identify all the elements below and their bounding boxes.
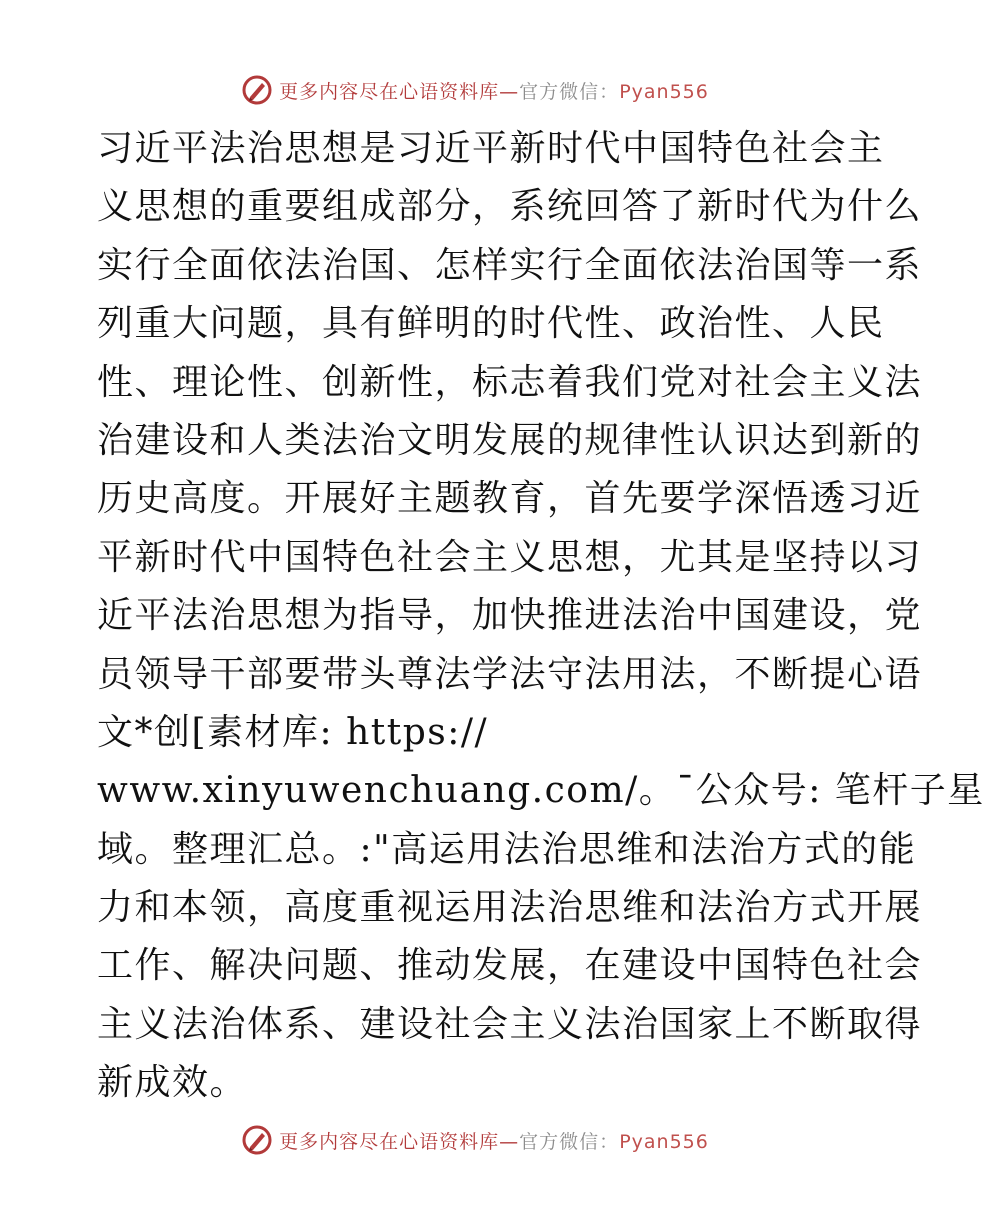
pen-logo-icon: [241, 1124, 273, 1156]
header-site-text: 更多内容尽在心语资料库—: [279, 80, 520, 103]
document-body: [97, 120, 985, 1113]
body-line: 性、理论性、创新性，标志着我们党对社会主义法: [97, 361, 923, 403]
header-wechat-id: Pyan556: [619, 80, 709, 103]
body-line: 治建设和人类法治文明发展的规律性认识达到新的: [97, 419, 923, 461]
body-line: 历史高度。开展好主题教育，首先要学深悟透习近: [97, 478, 923, 520]
header-banner: [0, 70, 950, 110]
header-text: [279, 77, 709, 104]
footer-text: [279, 1127, 709, 1154]
body-line: 新成效。: [97, 1062, 248, 1104]
header-wechat-label: 官方微信：: [519, 80, 620, 103]
body-line: 近平法治思想为指导，加快推进法治中国建设，党: [97, 595, 923, 637]
body-line: 工作、解决问题、推动发展，在建设中国特色社会: [97, 945, 923, 987]
body-line: 列重大问题，具有鲜明的时代性、政治性、人民: [97, 303, 885, 345]
body-line: 力和本领，高度重视运用法治思维和法治方式开展: [97, 887, 923, 929]
body-line: 义思想的重要组成部分，系统回答了新时代为什么: [97, 186, 923, 228]
body-line: 主义法治体系、建设社会主义法治国家上不断取得: [97, 1003, 923, 1045]
body-line: 文*创[素材库: https://: [97, 711, 489, 753]
footer-wechat-id: Pyan556: [619, 1130, 709, 1153]
footer-wechat-label: 官方微信：: [519, 1130, 620, 1153]
body-line: 域。整理汇总。:"高运用法治思维和法治方式的能: [97, 828, 917, 870]
footer-site-text: 更多内容尽在心语资料库—: [279, 1130, 520, 1153]
body-line: 习近平法治思想是习近平新时代中国特色社会主: [97, 128, 885, 169]
body-line: www.xinyuwenchuang.com/。¯公众号: 笔杆子星: [97, 770, 985, 812]
body-line: 员领导干部要带头尊法学法守法用法，不断提心语: [97, 653, 923, 695]
footer-banner: [0, 1120, 950, 1160]
body-line: 实行全面依法治国、怎样实行全面依法治国等一系: [97, 244, 923, 286]
pen-logo-icon: [241, 74, 273, 106]
body-line: 平新时代中国特色社会主义思想，尤其是坚持以习: [97, 536, 923, 578]
